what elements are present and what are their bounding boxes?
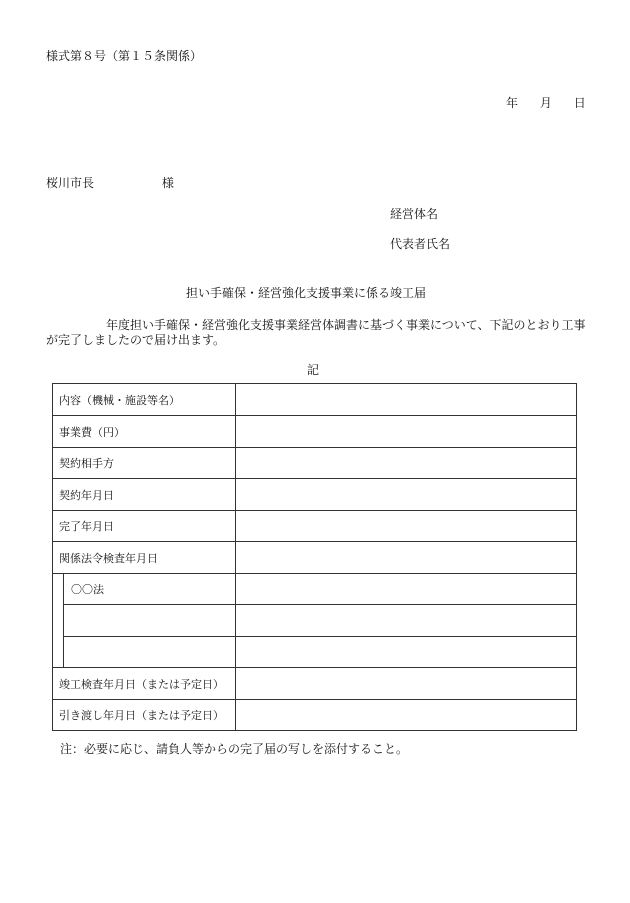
representative-name-label: 代表者氏名 — [390, 237, 451, 251]
row-line — [63, 636, 576, 637]
row-line — [53, 447, 576, 448]
body-paragraph: 年度担い手確保・経営強化支援事業経営体調書に基づく事業について、下記のとおり工事が完了しましたので届け出ます。 — [46, 318, 586, 347]
row-line — [53, 415, 576, 416]
row-label-contract-date: 契約年月日 — [59, 489, 114, 502]
row-label-legal-inspection-date: 関係法令検査年月日 — [59, 552, 158, 565]
date-month: 月 — [539, 96, 552, 110]
addressee-honorific: 様 — [161, 176, 174, 190]
row-label-handover-date: 引き渡し年月日（または予定日） — [59, 709, 224, 722]
row-label-law: 〇〇法 — [71, 583, 104, 596]
row-line — [63, 604, 576, 605]
form-number: 様式第８号（第１５条関係） — [46, 49, 203, 63]
addressee — [46, 177, 174, 189]
row-label-completion-date: 完了年月日 — [59, 520, 114, 533]
row-label-completion-inspection-date: 竣工検査年月日（または予定日） — [59, 678, 224, 691]
form-table — [52, 383, 577, 731]
document-title: 担い手確保・経営強化支援事業に係る竣工届 — [186, 286, 427, 300]
row-label-project-cost: 事業費（円） — [59, 426, 125, 439]
sub-group-left-border — [63, 573, 64, 667]
row-line — [53, 478, 576, 479]
addressee-name: 桜川市長 — [46, 176, 95, 190]
row-label-contractor: 契約相手方 — [59, 457, 114, 470]
date-year: 年 — [506, 96, 519, 110]
row-line — [53, 510, 576, 511]
entity-name-label: 経営体名 — [390, 207, 439, 221]
footnote: 注：必要に応じ、請負人等からの完了届の写しを添付すること。 — [60, 742, 409, 756]
date-day: 日 — [573, 96, 586, 110]
row-line — [53, 667, 576, 668]
column-divider — [235, 384, 236, 730]
date-line — [506, 97, 586, 109]
row-line — [53, 541, 576, 542]
row-line — [53, 573, 576, 574]
row-line — [53, 699, 576, 700]
ki-heading: 記 — [307, 363, 320, 377]
row-label-content: 内容（機械・施設等名） — [59, 394, 180, 407]
